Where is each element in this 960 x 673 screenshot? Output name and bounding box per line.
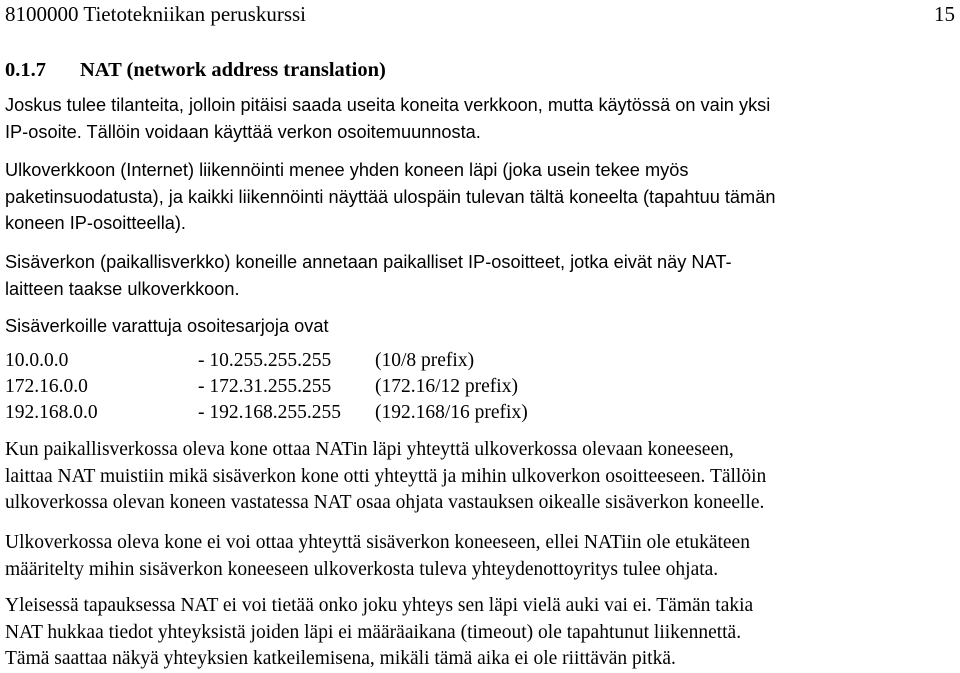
page-number: 15 (934, 2, 955, 26)
range-start: 192.168.0.0 (5, 402, 98, 423)
range-end: - 10.255.255.255 (198, 350, 332, 371)
document-page (5, 0, 955, 673)
paragraph-line: Joskus tulee tilanteita, jolloin pitäisi saada useita koneita verkkoon, mutta käytössä on vain yksi (5, 95, 771, 115)
paragraph-line: Ulkoverkossa oleva kone ei voi ottaa yhteyttä sisäverkon koneeseen, ellei NATiin ole etukäteen (5, 532, 750, 553)
range-row (5, 348, 528, 374)
paragraph-line: Kun paikallisverkossa oleva kone ottaa NATin läpi yhteyttä ulkoverkossa olevaan koneeseen, (5, 439, 734, 460)
timeout-paragraph (5, 593, 960, 673)
paragraph-line: ulkoverkossa olevan koneen vastatessa NAT osaa ohjata vastauksen oikealle sisäverkon koneelle. (5, 492, 765, 513)
paragraph-line: IP-osoite. Tällöin voidaan käyttää verkon osoitemuunnosta. (5, 121, 481, 142)
range-prefix: (172.16/12 prefix) (375, 376, 518, 397)
range-prefix: (10/8 prefix) (375, 350, 475, 371)
inbound-limit-paragraph (5, 530, 960, 583)
range-end: - 192.168.255.255 (198, 402, 341, 423)
section-title: NAT (network address translation) (80, 59, 386, 81)
paragraph-line: Ulkoverkkoon (Internet) liikennöinti menee yhden koneen läpi (joka usein tekee myös (5, 160, 689, 180)
reserved-ranges-table (5, 348, 528, 426)
section-number: 0.1.7 (5, 59, 46, 81)
paragraph-line: paketinsuodatusta), ja kaikki liikennöinti näyttää ulospäin tulevan tältä koneelta (tapahtuu tämän (5, 186, 776, 207)
page-header (5, 2, 955, 30)
paragraph-line: Sisäverkoille varattuja osoitesarjoja ovat (5, 316, 329, 336)
paragraph-line: koneen IP-osoitteella). (5, 213, 186, 233)
range-row (5, 400, 528, 426)
paragraph-line: NAT hukkaa tiedot yhteyksistä joiden läpi ei määräaikana (timeout) ole tapahtunut liikennettä. (5, 621, 742, 643)
reserved-ranges-intro (5, 313, 960, 340)
paragraph-line: Yleisessä tapauksessa NAT ei voi tietää onko joku yhteys sen läpi vielä auki vai ei. Tämän takia (5, 595, 754, 616)
internal-network-paragraph (5, 249, 960, 302)
external-traffic-paragraph (5, 157, 960, 237)
paragraph-line: Tämä saattaa näkyä yhteyksien katkeilemisena, mikäli tämä aika ei ole riittävän pitkä. (5, 648, 676, 669)
intro-paragraph (5, 92, 960, 145)
paragraph-line: laittaa NAT muistiin mikä sisäverkon kone otti yhteyttä ja mihin ulkoverkon osoitteeseen. Tällöin (5, 465, 767, 487)
section-heading (5, 58, 386, 82)
range-start: 172.16.0.0 (5, 376, 88, 397)
course-title: 8100000 Tietotekniikan peruskurssi (5, 2, 307, 26)
paragraph-line: määritelty mihin sisäverkon koneeseen ulkoverkosta tuleva yhteydenottoyritys tulee ohjata. (5, 558, 719, 580)
nat-memory-paragraph (5, 437, 960, 517)
range-prefix: (192.168/16 prefix) (375, 402, 528, 423)
range-row (5, 374, 528, 400)
paragraph-line: laitteen taakse ulkoverkkoon. (5, 278, 240, 299)
range-start: 10.0.0.0 (5, 350, 69, 371)
paragraph-line: Sisäverkon (paikallisverkko) koneille annetaan paikalliset IP-osoitteet, jotka eivät näy NAT- (5, 252, 732, 272)
range-end: - 172.31.255.255 (198, 376, 332, 397)
